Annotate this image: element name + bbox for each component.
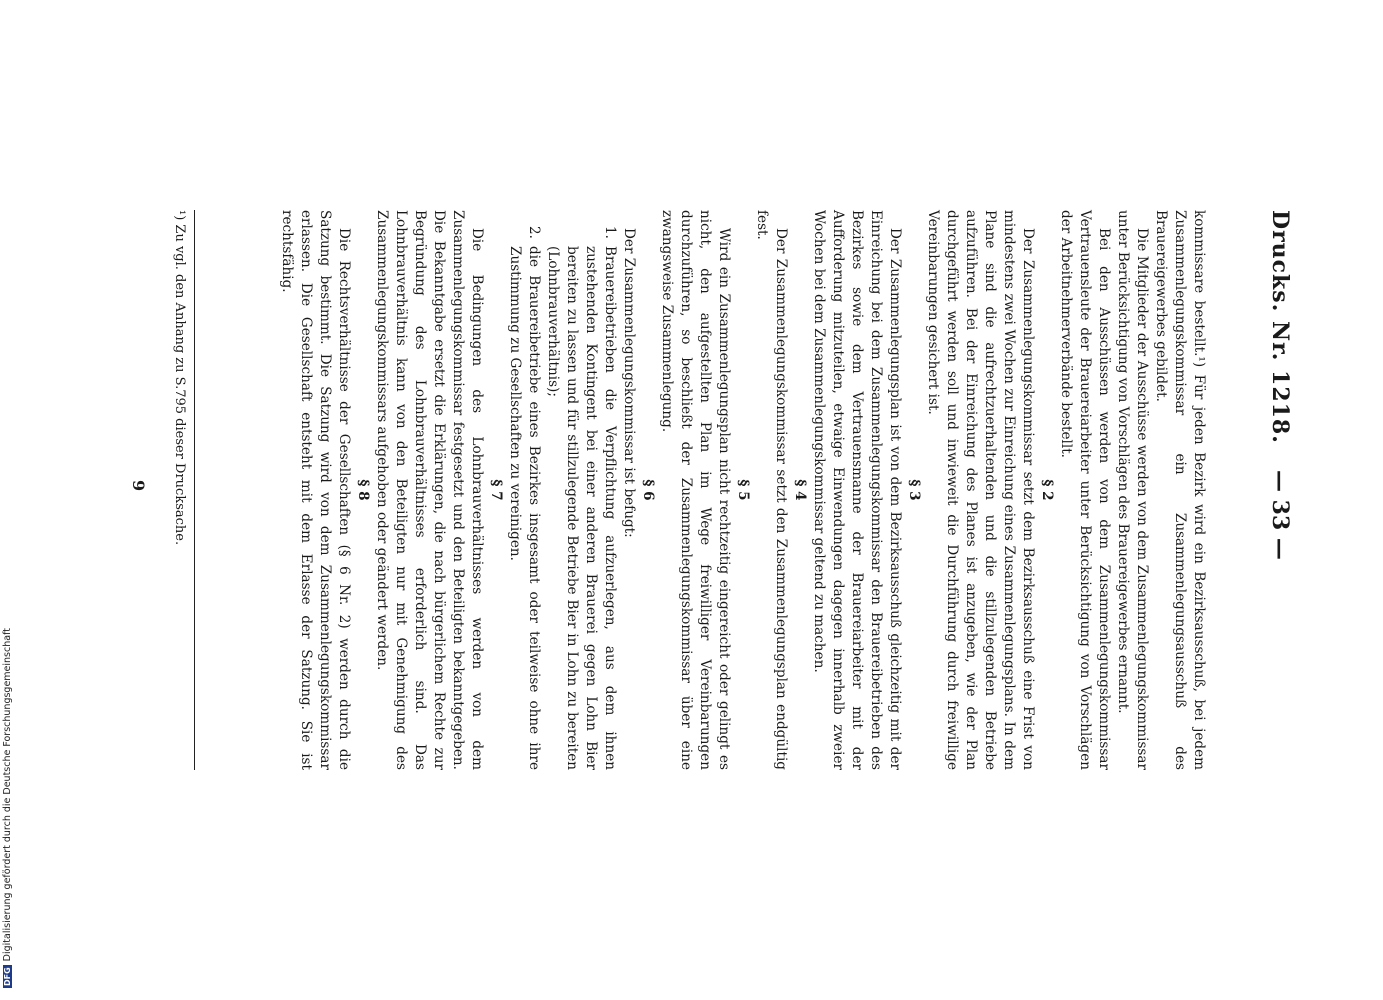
section-5-heading: § 5 (735, 479, 751, 501)
footnote-divider (194, 210, 195, 770)
section-6-intro: Der Zusammenlegungskommissar ist befugt: (621, 228, 637, 538)
section-4-text: Der Zusammenlegungskommissar setzt den Zusammenlegungsplan endgültig fest. (754, 210, 789, 770)
footnote: ¹) Zu vgl. den Anhang zu S.795 dieser Drucksache. (172, 210, 187, 546)
intro-paragraph: kommissare bestellt.¹) Für jeden Bezirk wird ein Bezirksausschuß, bei jedem Zusammenlegungskommissar ein Zusammenlegungsausschuß des Brauereigewerbes gebildet. (1153, 210, 1207, 770)
section-3-text: Der Zusammenlegungsplan ist von dem Bezirksausschuß gleichzeitig mit der Einreichung bei dem Zusammenlegungskommissar den Brauereibetrieben des Bezirkes sowie dem Vertrauensmanne der Brauereiarbeiter mit der Aufforderung mitzuteilen, etwaige Einwendungen dagegen innerhalb zweier Wochen bei dem Zusammenlegungskommissar geltend zu machen. (811, 210, 903, 770)
list-item-text: die Brauereibetriebe eines Bezirkes insgesamt oder teilweise ohne ihre Zustimmung zu Gesellschaften zu vereinigen. (507, 246, 542, 770)
members-paragraph: Die Mitglieder der Ausschüsse werden von dem Zusammenlegungskommissar unter Berücksichtigung von Vorschlägen des Brauereigewerbes ernannt. (1115, 210, 1150, 770)
list-item-number: 1. (602, 226, 618, 239)
section-4-heading: § 4 (792, 479, 808, 501)
side-credit (2, 0, 16, 1000)
side-credit-text: Digitalisierung gefördert durch die Deutsche Forschungsgemeinschaft (2, 628, 13, 962)
page-number-header: — 33 — (1267, 470, 1293, 560)
section-7-heading: § 7 (488, 479, 504, 501)
list-item (505, 210, 543, 770)
section-3-heading: § 3 (906, 479, 922, 501)
section-6-heading: § 6 (640, 479, 656, 501)
section-6-list (505, 210, 619, 770)
section-2-heading: § 2 (1039, 479, 1055, 501)
section-2-text: Der Zusammenlegungskommissar setzt dem Bezirksausschuß eine Frist von mindestens zwei Wochen zur Einreichung eines Zusammenlegungsplans. In dem Plane sind die aufrechtzuerhaltenden und die stillzulegenden Betriebe aufzuführen. Bei der Einreichung des Planes ist anzugeben, wie der Plan durchgeführt werden soll und inwieweit die Durchführung durch freiwillige Vereinbarungen gesichert ist. (925, 210, 1036, 770)
dfg-logo-icon: DFG (3, 967, 12, 986)
section-8-text: Die Rechtsverhältnisse der Gesellschaften (§ 6 Nr. 2) werden durch die Satzung bestimmt. Die Satzung wird von dem Zusammenlegungskommissar erlassen. Die Gesellschaft entsteht mit dem Erlasse der Satzung. Sie ist rechtsfähig. (279, 210, 352, 770)
list-item-number: 2. (526, 226, 542, 239)
page-header (1263, 0, 1293, 1000)
trust-paragraph: Bei den Ausschüssen werden von dem Zusammenlegungskommissar Vertrauensleute der Brauereiarbeiter unter Berücksichtigung von Vorschlägen der Arbeitnehmerverbände bestellt. (1058, 210, 1112, 770)
section-8-heading: § 8 (355, 479, 371, 501)
footer-page-number: 9 (129, 480, 148, 492)
drucksache-number: Drucks. Nr. 1218. (1267, 210, 1293, 444)
list-item-text: Brauereibetrieben die Verpflichtung aufzuerlegen, aus dem ihnen zustehenden Kontingent bei einer anderen Brauerei gegen Lohn Bier bereiten zu lassen und für stillzulegende Betriebe Bier in Lohn zu bereiten (Lohnbrauverhältnis); (545, 246, 618, 770)
list-item (543, 210, 619, 770)
document-body (277, 210, 1208, 770)
section-7-text: Die Bedingungen des Lohnbrauverhältnisses werden von dem Zusammenlegungskommissar festgesetzt und den Beteiligten bekanntgegeben. Die Bekanntgabe ersetzt die Erklärungen, die nach bürgerlichem Rechte zur Begründung des Lohnbrauverhältnisses erforderlich sind. Das Lohnbrauverhältnis kann von den Beteiligten nur mit Genehmigung des Zusammenlegungskommissars aufgehoben oder geändert werden. (374, 210, 485, 770)
section-5-text: Wird ein Zusammenlegungsplan nicht rechtzeitig eingereicht oder gelingt es nicht, den aufgestellten Plan im Wege freiwilliger Vereinbarungen durchzuführen, so beschließt der Zusammenlegungskommissar über eine zwangsweise Zusammenlegung. (659, 210, 732, 770)
